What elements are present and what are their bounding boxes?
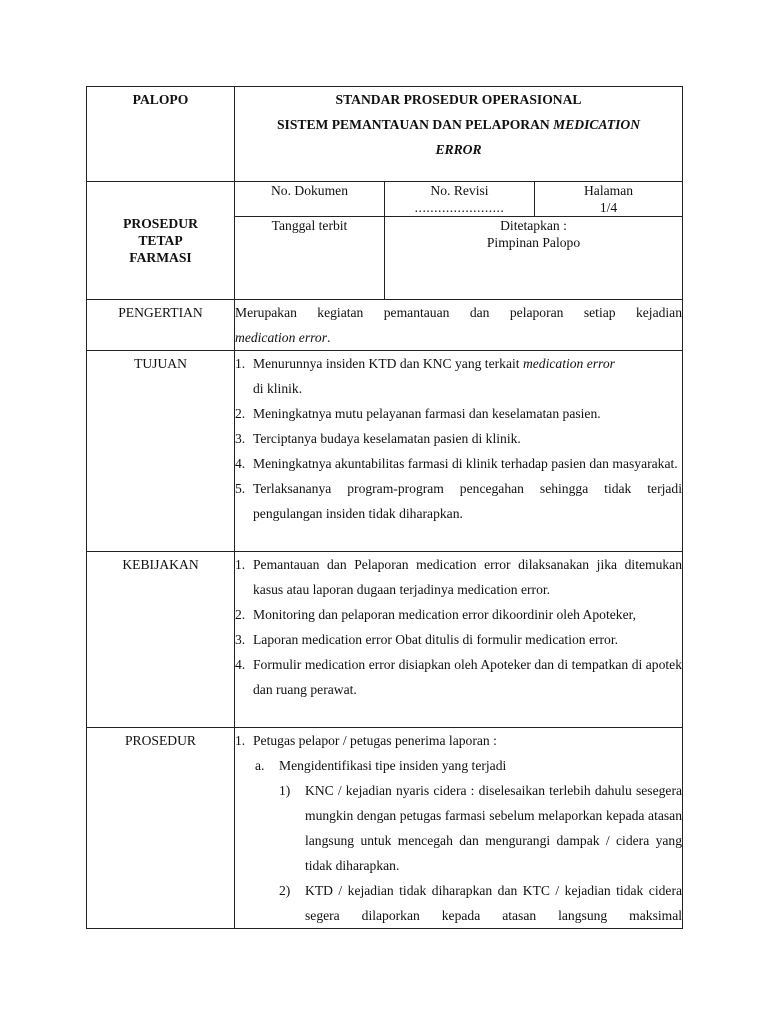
- procedure-type-label: PROSEDUR TETAP FARMASI: [87, 182, 235, 300]
- objectives-list: [235, 351, 683, 552]
- revision-cell: No. Revisi .......................: [385, 182, 535, 217]
- definition-label: PENGERTIAN: [87, 300, 235, 351]
- list-item: 3. Terciptanya budaya keselamatan pasien di klinik.: [235, 431, 521, 446]
- header-row: [87, 87, 683, 182]
- list-item: 4. Formulir medication error disiapkan oleh Apoteker dan di tempatkan di apotek dan ruang perawat.: [235, 657, 683, 697]
- sub-step-1: 1) KNC / kejadian nyaris cidera : diselesaikan terlebih dahulu sesegera mungkin dengan petugas farmasi sebelum melaporkan kepada atasan langsung untuk mencegah dan mengurangi dampak / cidera yang tidak diharapkan.: [279, 783, 683, 873]
- org-name: PALOPO: [87, 87, 235, 182]
- objectives-label: TUJUAN: [87, 351, 235, 552]
- list-item: 1. Menurunnya insiden KTD dan KNC yang terkait medication error di klinik.: [235, 356, 615, 396]
- title-line-3: ERROR: [435, 142, 482, 157]
- sub-step-2: 2) KTD / kejadian tidak diharapkan dan KTC / kejadian tidak cidera segera dilaporkan kepada atasan langsung maksimal: [279, 883, 683, 923]
- list-item: 4. Meningkatnya akuntabilitas farmasi di klinik terhadap pasien dan masyarakat.: [235, 456, 678, 471]
- list-item: 2. Meningkatnya mutu pelayanan farmasi dan keselamatan pasien.: [235, 406, 601, 421]
- sub-step-a: a. Mengidentifikasi tipe insiden yang terjadi: [255, 758, 507, 773]
- sop-table: [86, 86, 683, 929]
- procedure-label: PROSEDUR: [87, 728, 235, 929]
- policy-list: [235, 552, 683, 728]
- policy-label: KEBIJAKAN: [87, 552, 235, 728]
- list-item: 2. Monitoring dan pelaporan medication error dikoordinir oleh Apoteker,: [235, 607, 636, 622]
- procedure-steps: [235, 728, 683, 929]
- title-line-2: SISTEM PEMANTAUAN DAN PELAPORAN MEDICATION: [276, 117, 641, 132]
- doc-number-cell: No. Dokumen: [235, 182, 385, 217]
- list-item: 1. Pemantauan dan Pelaporan medication error dilaksanakan jika ditemukan kasus atau laporan dugaan terjadinya medication error.: [235, 557, 683, 597]
- approval-cell: Ditetapkan : Pimpinan Palopo: [385, 217, 683, 300]
- issue-date-cell: Tanggal terbit: [235, 217, 385, 300]
- list-item: 1. Petugas pelapor / petugas penerima laporan :: [235, 733, 497, 748]
- title-line-1: STANDAR PROSEDUR OPERASIONAL: [335, 92, 582, 107]
- document-title: [235, 87, 683, 182]
- definition-text: Merupakan kegiatan pemantauan dan pelaporan setiap kejadian medication error.: [235, 300, 683, 351]
- procedure-row: [87, 728, 683, 929]
- list-item: 3. Laporan medication error Obat ditulis di formulir medication error.: [235, 632, 619, 647]
- list-item: 5. Terlaksananya program-program pencegahan sehingga tidak terjadi pengulangan insiden tidak diharapkan.: [235, 481, 683, 521]
- doc-meta-row: [87, 182, 683, 217]
- policy-row: [87, 552, 683, 728]
- definition-row: [87, 300, 683, 351]
- objectives-row: [87, 351, 683, 552]
- page-cell: Halaman 1/4: [535, 182, 683, 217]
